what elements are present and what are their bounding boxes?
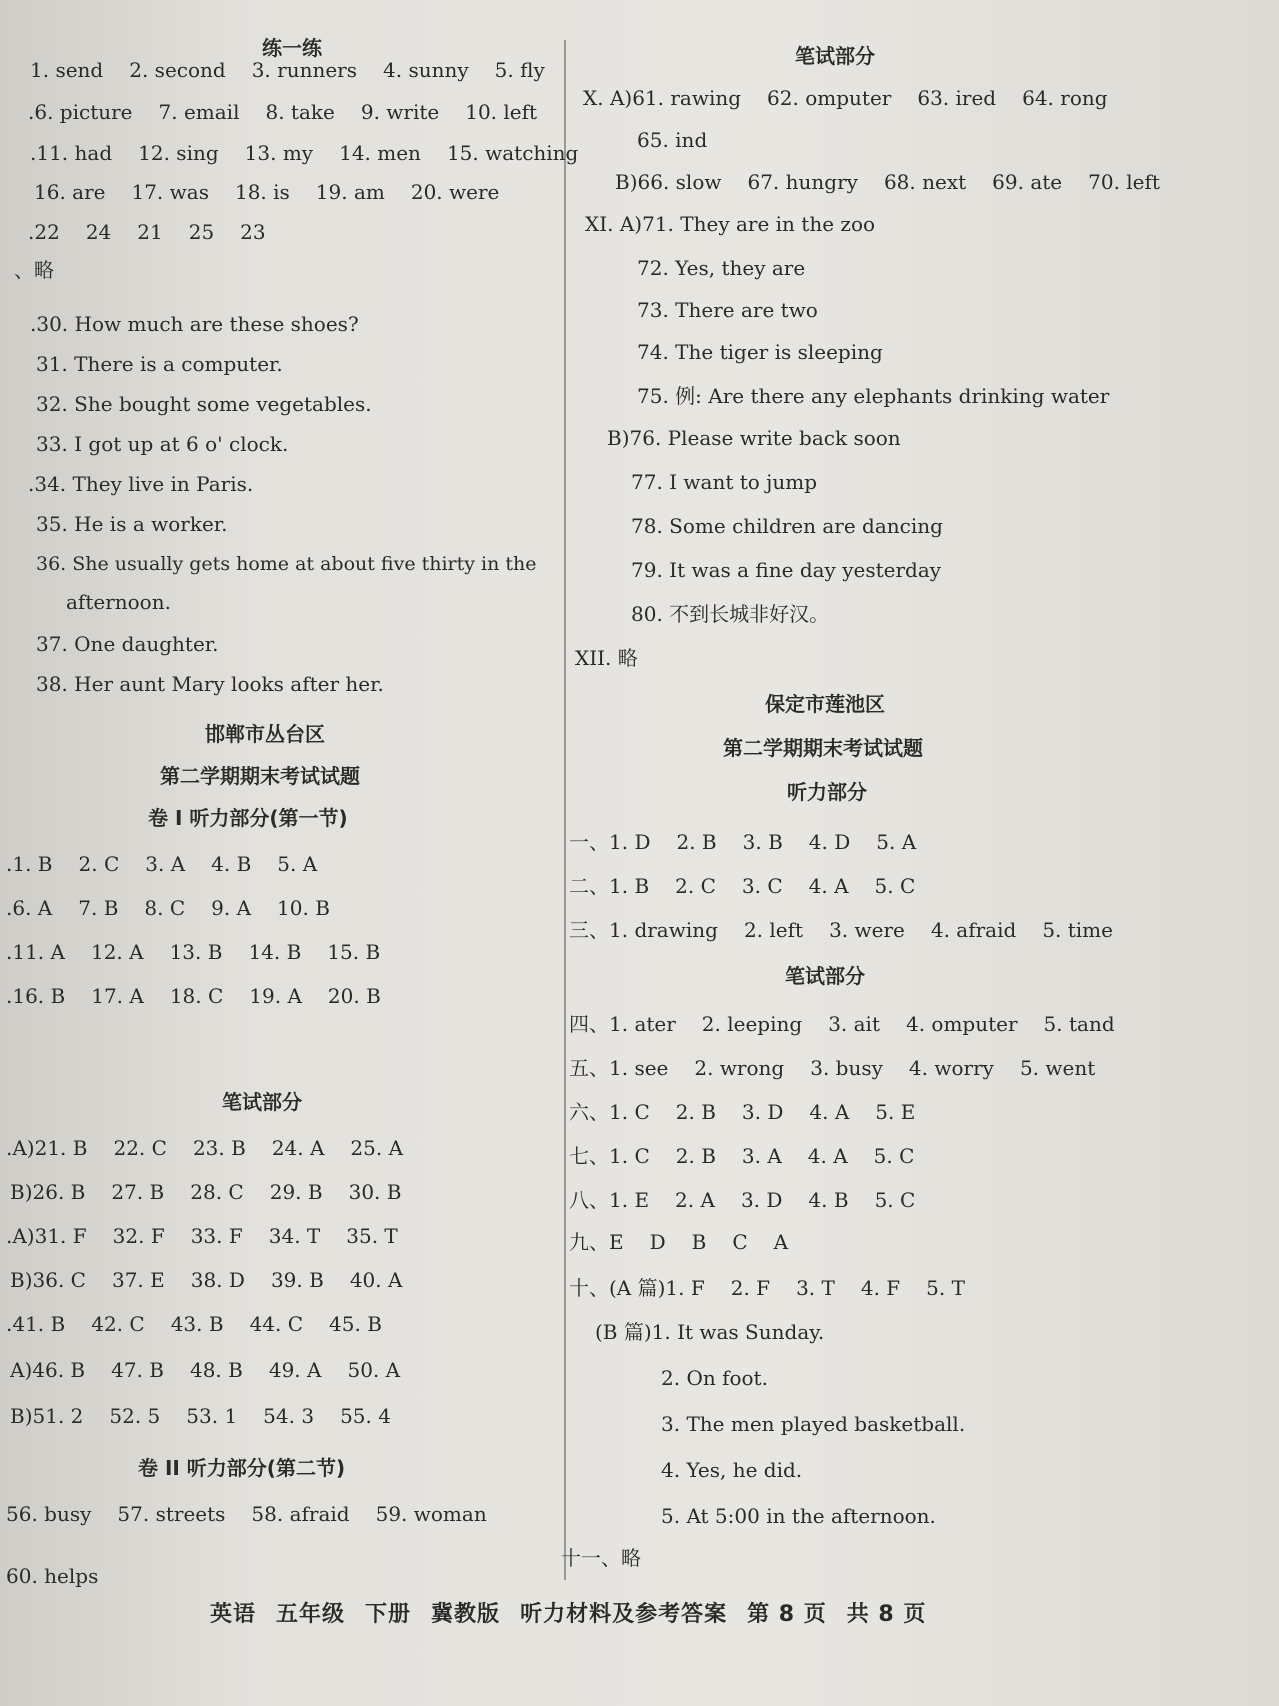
answer-item: 5. C [874, 874, 916, 898]
answer-item: 39. B [270, 1268, 324, 1292]
answer-item: 18. C [169, 984, 224, 1008]
answer-item: 64. rong [1022, 86, 1108, 110]
answer-line: 5. At 5:00 in the afternoon. [661, 1504, 936, 1528]
answer-item: 45. B [329, 1312, 382, 1336]
answer-line: 75. 例: Are there any elephants drinking water [637, 384, 1110, 408]
answer-row [6, 984, 407, 1008]
answer-item: 3. runners [251, 58, 358, 82]
answer-item: A)46. B [10, 1358, 86, 1382]
answer-line: 73. There are two [637, 298, 818, 322]
answer-line: afternoon. [66, 590, 171, 614]
answer-row [28, 100, 563, 124]
answer-item: X. A)61. rawing [583, 86, 742, 110]
footer-volume: 下册 [365, 1602, 412, 1627]
answer-item: 2. C [78, 852, 120, 876]
answer-item: 55. 4 [340, 1404, 391, 1428]
answer-item: 4. D [808, 830, 851, 854]
answer-item: 56. busy [6, 1502, 92, 1526]
answer-item: 40. A [349, 1268, 403, 1292]
answer-item: 30. B [348, 1180, 402, 1204]
answer-item: 5. E [875, 1100, 916, 1124]
answer-item: B)26. B [10, 1180, 86, 1204]
answer-item: 52. 5 [109, 1404, 161, 1428]
answer-item: 7. email [158, 100, 240, 124]
answer-item: 12. A [90, 940, 144, 964]
written-title: 笔试部分 [795, 44, 875, 68]
answer-item: 4. A [807, 1144, 848, 1168]
answer-line: .34. They live in Paris. [28, 472, 254, 496]
answer-item: 28. C [190, 1180, 244, 1204]
answer-item: 63. ired [917, 86, 997, 110]
answer-row [6, 896, 356, 920]
answer-item: 5. C [874, 1188, 916, 1212]
answer-row [583, 86, 1134, 110]
answer-line: 3. The men played basketball. [661, 1412, 966, 1436]
answer-item: 一、1. D [569, 830, 651, 854]
answer-item: 3. T [796, 1276, 835, 1300]
answer-line: 38. Her aunt Mary looks after her. [36, 672, 384, 696]
answer-line: 77. I want to jump [631, 470, 818, 494]
section-title-practice: 练一练 [262, 36, 322, 60]
answer-item: 14. B [248, 940, 302, 964]
listening-title: 卷 I 听力部分(第一节) [148, 806, 348, 830]
answer-item: 24 [85, 220, 112, 244]
answer-item: .1. B [6, 852, 53, 876]
answer-item: 16. are [34, 180, 106, 204]
answer-item: 68. next [883, 170, 967, 194]
answer-item: 8. C [144, 896, 186, 920]
answer-line: 78. Some children are dancing [631, 514, 943, 538]
answer-item: 8. take [265, 100, 335, 124]
answer-item: 五、1. see [569, 1056, 669, 1080]
answer-row [6, 1502, 513, 1526]
answer-item: 67. hungry [747, 170, 858, 194]
answer-item: 2. second [129, 58, 226, 82]
left-column [0, 0, 579, 1706]
answer-row [569, 1100, 941, 1124]
answer-row [28, 220, 292, 244]
answer-item: B)36. C [10, 1268, 86, 1292]
answer-item: 59. woman [375, 1502, 487, 1526]
answer-row [10, 1404, 417, 1428]
answer-item: 58. afraid [251, 1502, 350, 1526]
answer-item: .22 [28, 220, 60, 244]
answer-item: 38. D [190, 1268, 245, 1292]
answer-row [6, 1136, 429, 1160]
answer-line: 十一、略 [561, 1546, 641, 1570]
answer-item: .A)31. F [6, 1224, 87, 1248]
answer-row [6, 1224, 424, 1248]
answer-row [6, 1312, 408, 1336]
answer-item: 13. B [169, 940, 223, 964]
answer-row [30, 141, 604, 165]
answer-item: B)51. 2 [10, 1404, 84, 1428]
answer-line: (B 篇)1. It was Sunday. [595, 1320, 825, 1344]
answer-item: 20. B [327, 984, 381, 1008]
answer-item: 4. F [860, 1276, 901, 1300]
answer-line: 2. On foot. [661, 1366, 768, 1390]
answer-row [6, 852, 343, 876]
answer-item: B)66. slow [615, 170, 722, 194]
answer-item: 34. T [268, 1224, 321, 1248]
answer-item: 2. wrong [694, 1056, 785, 1080]
answer-item: 3. D [740, 1188, 783, 1212]
answer-item: 29. B [269, 1180, 323, 1204]
answer-line: 4. Yes, he did. [661, 1458, 803, 1482]
answer-item: 47. B [111, 1358, 164, 1382]
footer-page-number: 第 8 页 [747, 1602, 827, 1627]
answer-item: .16. B [6, 984, 66, 1008]
answer-item: 5. C [873, 1144, 915, 1168]
answer-item: 44. C [249, 1312, 304, 1336]
answer-item: 2. B [675, 1100, 716, 1124]
answer-row [30, 58, 571, 82]
answer-item: 5. A [876, 830, 917, 854]
answer-item: 21 [137, 220, 163, 244]
answer-item: 10. left [465, 100, 538, 124]
answer-item: 4. A [808, 874, 849, 898]
answer-item: .11. had [30, 141, 113, 165]
written-title: 笔试部分 [222, 1090, 302, 1114]
answer-item: 20. were [410, 180, 500, 204]
answer-item: 17. A [91, 984, 144, 1008]
answer-item: 1. send [30, 58, 104, 82]
answer-item: 12. sing [138, 141, 219, 165]
answer-item: 33. F [190, 1224, 243, 1248]
answer-item: 2. B [676, 830, 717, 854]
answer-item: 49. A [268, 1358, 322, 1382]
answer-item: 3. C [741, 874, 783, 898]
answer-item: 15. watching [446, 141, 579, 165]
answer-item: 17. was [131, 180, 209, 204]
answer-item: 19. am [315, 180, 385, 204]
footer-booklet-title: 听力材料及参考答案 [520, 1602, 728, 1627]
answer-item: 三、1. drawing [569, 918, 718, 942]
answer-item: 5. went [1019, 1056, 1096, 1080]
answer-row [569, 830, 942, 854]
answer-item: .11. A [6, 940, 65, 964]
answer-item: B [691, 1230, 707, 1254]
answer-item: .41. B [6, 1312, 66, 1336]
answer-item: 24. A [271, 1136, 325, 1160]
answer-item: 32. F [112, 1224, 165, 1248]
written-title-2: 笔试部分 [785, 964, 865, 988]
answer-row [569, 1230, 814, 1254]
answer-item: 18. is [234, 180, 290, 204]
answer-item: 2. leeping [701, 1012, 803, 1036]
answer-item: 七、1. C [569, 1144, 650, 1168]
answer-row [569, 1188, 941, 1212]
answer-item: 69. ate [992, 170, 1063, 194]
answer-item: 5. A [277, 852, 318, 876]
answer-item: 57. streets [117, 1502, 226, 1526]
answer-item: 19. A [249, 984, 302, 1008]
answer-item: 48. B [189, 1358, 243, 1382]
answer-item: 4. afraid [930, 918, 1017, 942]
answer-item: 10. B [277, 896, 330, 920]
answer-line: 、略 [14, 258, 54, 282]
answer-line: XI. A)71. They are in the zoo [585, 212, 876, 236]
answer-item: 23. B [192, 1136, 246, 1160]
answer-item: A [773, 1230, 789, 1254]
answer-item: 3. ait [828, 1012, 880, 1036]
answer-item: 50. A [347, 1358, 401, 1382]
footer-grade: 五年级 [276, 1602, 346, 1627]
district-title: 邯郸市丛台区 [205, 722, 325, 746]
answer-item: 14. men [339, 141, 421, 165]
answer-item: 5. T [926, 1276, 965, 1300]
answer-item: 5. time [1042, 918, 1113, 942]
listening-title: 听力部分 [787, 780, 867, 804]
answer-item: 35. T [346, 1224, 398, 1248]
answer-item: 九、E [569, 1230, 624, 1254]
answer-item: 23 [240, 220, 266, 244]
answer-item: 15. B [327, 940, 381, 964]
answer-item: 六、1. C [569, 1100, 650, 1124]
answer-item: 5. tand [1043, 1012, 1115, 1036]
answer-item: 4. B [808, 1188, 849, 1212]
answer-item: 2. A [675, 1188, 715, 1212]
answer-item: 2. left [743, 918, 804, 942]
answer-item: 25. A [350, 1136, 404, 1160]
answer-line: 79. It was a fine day yesterday [631, 558, 942, 582]
answer-item: 53. 1 [186, 1404, 238, 1428]
answer-item: 62. omputer [767, 86, 892, 110]
answer-line: 37. One daughter. [36, 632, 219, 656]
footer-subject: 英语 [210, 1602, 257, 1627]
answer-item: 二、1. B [569, 874, 650, 898]
answer-item: 3. were [829, 918, 905, 942]
answer-row [569, 874, 941, 898]
answer-row [615, 170, 1186, 194]
answer-item: 37. E [111, 1268, 165, 1292]
answer-line: 80. 不到长城非好汉。 [631, 602, 830, 626]
answer-item: 3. A [741, 1144, 782, 1168]
exam-title: 第二学期期末考试试题 [723, 736, 923, 760]
answer-item: 4. A [809, 1100, 850, 1124]
answer-item: 9. write [360, 100, 440, 124]
answer-line: 35. He is a worker. [36, 512, 228, 536]
answer-item: 2. B [675, 1144, 716, 1168]
answer-item: D [649, 1230, 666, 1254]
answer-item: 5. fly [494, 58, 545, 82]
answer-line: 72. Yes, they are [637, 256, 806, 280]
answer-line: 31. There is a computer. [36, 352, 283, 376]
answer-item: 3. D [741, 1100, 784, 1124]
answer-row [10, 1358, 426, 1382]
answer-row [569, 918, 1139, 942]
answer-row [569, 1012, 1141, 1036]
answer-row [569, 1276, 991, 1300]
answer-item: 2. F [730, 1276, 771, 1300]
answer-item: 70. left [1088, 170, 1160, 194]
answer-item: 25 [188, 220, 215, 244]
answer-item: 3. B [742, 830, 783, 854]
answer-line: .30. How much are these shoes? [30, 312, 359, 336]
answer-item: 八、1. E [569, 1188, 650, 1212]
answer-line: B)76. Please write back soon [607, 426, 901, 450]
answer-line: 65. ind [637, 128, 708, 152]
answer-line: 36. She usually gets home at about five thirty in the [36, 553, 537, 575]
answer-item: 13. my [244, 141, 314, 165]
page-footer [210, 1597, 946, 1628]
answer-item: 27. B [111, 1180, 165, 1204]
answer-item: 54. 3 [263, 1404, 315, 1428]
answer-line: XII. 略 [575, 646, 638, 670]
listening-title-2: 卷 II 听力部分(第二节) [138, 1456, 346, 1480]
answer-row [10, 1268, 428, 1292]
answer-item: 22. C [113, 1136, 167, 1160]
answer-line: 32. She bought some vegetables. [36, 392, 372, 416]
answer-item: .6. picture [28, 100, 133, 124]
answer-row [34, 180, 525, 204]
answer-line: 74. The tiger is sleeping [637, 340, 883, 364]
answer-item: 43. B [170, 1312, 224, 1336]
right-column [561, 0, 1279, 1706]
answer-row [569, 1056, 1121, 1080]
answer-item: 2. C [675, 874, 716, 898]
district-title: 保定市莲池区 [765, 692, 885, 716]
footer-page-total: 共 8 页 [846, 1602, 927, 1627]
answer-row [10, 1180, 427, 1204]
answer-item: 9. A [211, 896, 252, 920]
answer-item: 4. omputer [905, 1012, 1018, 1036]
answer-item: 3. A [145, 852, 186, 876]
answer-item: 4. sunny [383, 58, 469, 82]
answer-row [6, 940, 406, 964]
answer-line: 60. helps [6, 1564, 99, 1588]
exam-title: 第二学期期末考试试题 [160, 764, 360, 788]
footer-edition: 冀教版 [431, 1602, 501, 1627]
answer-item: 4. worry [908, 1056, 994, 1080]
answer-item: 3. busy [810, 1056, 883, 1080]
answer-line: 33. I got up at 6 o' clock. [36, 432, 289, 456]
answer-item: 十、(A 篇)1. F [569, 1276, 705, 1300]
answer-item: 四、1. ater [569, 1012, 676, 1036]
answer-item: 4. B [211, 852, 252, 876]
answer-row [569, 1144, 940, 1168]
answer-item: C [732, 1230, 748, 1254]
answer-item: .A)21. B [6, 1136, 88, 1160]
answer-item: .6. A [6, 896, 53, 920]
answer-item: 7. B [78, 896, 119, 920]
answer-item: 42. C [91, 1312, 145, 1336]
